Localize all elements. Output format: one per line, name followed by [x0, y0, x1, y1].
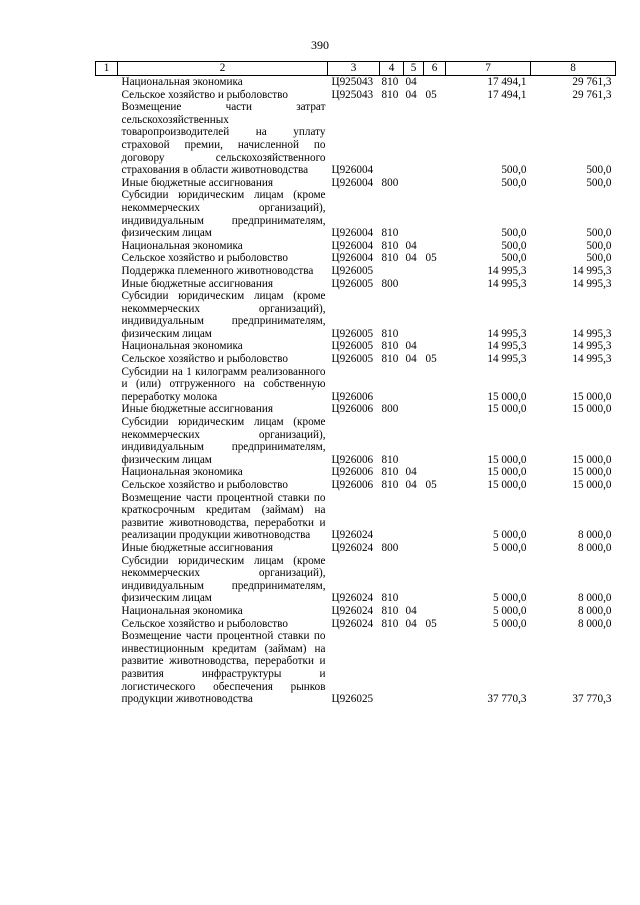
expense-type-code: 810	[381, 604, 399, 617]
expense-type-code: 810	[381, 479, 399, 491]
amount-col7: 5 000,0	[492, 529, 527, 542]
section-code	[404, 290, 424, 340]
item-name: Национальная экономика	[121, 239, 243, 252]
target-code: Ц926004	[331, 227, 374, 240]
subsection-code	[424, 189, 446, 239]
item-name: Иные бюджетные ассигнования	[121, 403, 273, 416]
expense-type-code: 810	[381, 466, 399, 479]
subsection-code	[424, 340, 446, 353]
expense-type-code: 810	[381, 252, 399, 265]
row-index-cell	[96, 265, 118, 278]
target-code: Ц926006	[331, 466, 374, 479]
target-code: Ц925043	[331, 88, 374, 101]
row-index-cell	[96, 101, 118, 177]
item-name: Поддержка племенного животноводства	[121, 264, 314, 277]
item-name: Субсидии юридическим лицам (кроме некоммерческих организаций), индивидуальным предпринимателям, физическим лицам	[121, 554, 326, 605]
target-code: Ц926006	[331, 390, 374, 403]
target-code: Ц926005	[331, 264, 374, 277]
section-code	[404, 416, 424, 466]
amount-col7: 5 000,0	[492, 604, 527, 617]
column-header: 5	[404, 62, 424, 76]
target-code: Ц926005	[331, 327, 374, 340]
target-code: Ц926024	[331, 604, 374, 617]
row-index-cell	[96, 177, 118, 190]
subsection-code: 05	[425, 617, 437, 630]
target-code: Ц926004	[331, 252, 374, 265]
subsection-code	[424, 290, 446, 340]
section-code	[404, 265, 424, 278]
subsection-code	[424, 466, 446, 479]
table-row	[96, 605, 616, 618]
item-name: Национальная экономика	[121, 466, 243, 479]
table-row	[96, 403, 616, 416]
amount-col7: 14 995,3	[487, 277, 527, 290]
table-row	[96, 76, 616, 89]
item-name: Иные бюджетные ассигнования	[121, 541, 273, 554]
amount-col7: 500,0	[501, 239, 527, 252]
expense-type-code: 810	[381, 76, 399, 88]
section-code	[404, 555, 424, 605]
column-number-header-row	[96, 62, 616, 76]
row-index-cell	[96, 555, 118, 605]
section-code: 04	[405, 76, 417, 88]
amount-col7: 37 770,3	[487, 693, 527, 706]
row-index-cell	[96, 340, 118, 353]
amount-col8: 15 000,0	[572, 403, 612, 416]
item-name: Возмещение части затрат сельскохозяйственных товаропроизводителей на уплату страховой премии, начисленной по договору сельскохозяйственного страхования в области животноводства	[121, 101, 326, 177]
row-index-cell	[96, 89, 118, 102]
amount-col7: 15 000,0	[487, 403, 527, 416]
item-name: Иные бюджетные ассигнования	[121, 277, 273, 290]
amount-col7: 15 000,0	[487, 390, 527, 403]
target-code: Ц926004	[331, 239, 374, 252]
amount-col7: 15 000,0	[487, 479, 527, 491]
subsection-code	[424, 555, 446, 605]
section-code: 04	[405, 353, 417, 366]
target-code: Ц926005	[331, 340, 374, 353]
row-index-cell	[96, 240, 118, 253]
expense-type-code: 800	[381, 403, 399, 416]
target-code: Ц926004	[331, 176, 374, 189]
table-row	[96, 353, 616, 366]
expense-type-code: 810	[381, 239, 399, 252]
table-row	[96, 492, 616, 542]
item-name: Национальная экономика	[121, 76, 243, 88]
expense-type-code: 810	[381, 227, 399, 240]
expense-type-code: 800	[381, 541, 399, 554]
expense-type-code	[380, 630, 404, 706]
row-index-cell	[96, 290, 118, 340]
item-name: Сельское хозяйство и рыболовство	[121, 479, 288, 491]
item-name: Субсидии юридическим лицам (кроме некоммерческих организаций), индивидуальным предпринимателям, физическим лицам	[121, 290, 326, 340]
subsection-code	[424, 101, 446, 177]
amount-col8: 8 000,0	[577, 541, 612, 554]
column-header: 7	[446, 62, 531, 76]
amount-col7: 500,0	[501, 176, 527, 189]
section-code	[404, 492, 424, 542]
table-row	[96, 618, 616, 631]
page-number: 390	[311, 38, 329, 52]
item-name: Возмещение части процентной ставки по краткосрочным кредитам (займам) на развитие животноводства, переработки и реализации продукции животноводства	[121, 491, 326, 542]
amount-col7: 15 000,0	[487, 466, 527, 479]
table-row	[96, 101, 616, 177]
table-row	[96, 240, 616, 253]
row-index-cell	[96, 416, 118, 466]
amount-col8: 14 995,3	[572, 264, 612, 277]
item-name: Сельское хозяйство и рыболовство	[121, 252, 288, 265]
row-index-cell	[96, 278, 118, 291]
row-index-cell	[96, 189, 118, 239]
table-row	[96, 555, 616, 605]
subsection-code	[424, 265, 446, 278]
expense-type-code: 800	[381, 277, 399, 290]
expense-type-code: 810	[381, 453, 399, 466]
section-code: 04	[405, 617, 417, 630]
target-code: Ц926024	[331, 541, 374, 554]
amount-col7: 500,0	[501, 227, 527, 240]
row-index-cell	[96, 466, 118, 479]
row-index-cell	[96, 366, 118, 404]
amount-col7: 14 995,3	[487, 327, 527, 340]
amount-col8: 15 000,0	[572, 390, 612, 403]
amount-col8: 8 000,0	[577, 604, 612, 617]
item-name: Сельское хозяйство и рыболовство	[121, 88, 288, 101]
amount-col7: 14 995,3	[487, 264, 527, 277]
subsection-code	[424, 240, 446, 253]
table-row	[96, 252, 616, 265]
subsection-code	[424, 630, 446, 706]
amount-col8: 15 000,0	[572, 453, 612, 466]
section-code: 04	[405, 239, 417, 252]
column-header: 2	[118, 62, 328, 76]
amount-col8: 8 000,0	[577, 617, 612, 630]
expense-type-code	[380, 265, 404, 278]
item-name: Субсидии юридическим лицам (кроме некоммерческих организаций), индивидуальным предпринимателям, физическим лицам	[121, 189, 326, 240]
column-header: 4	[380, 62, 404, 76]
subsection-code: 05	[425, 252, 437, 265]
subsection-code	[424, 403, 446, 416]
row-index-cell	[96, 353, 118, 366]
item-name: Национальная экономика	[121, 604, 243, 617]
target-code: Ц926024	[331, 592, 374, 605]
amount-col8: 37 770,3	[572, 693, 612, 706]
subsection-code	[424, 492, 446, 542]
amount-col8: 14 995,3	[572, 277, 612, 290]
table-row	[96, 366, 616, 404]
table-row	[96, 290, 616, 340]
column-header: 6	[424, 62, 446, 76]
table-row	[96, 416, 616, 466]
target-code: Ц926006	[331, 403, 374, 416]
target-code: Ц926025	[331, 693, 374, 706]
subsection-code	[424, 278, 446, 291]
expense-type-code	[380, 492, 404, 542]
item-name: Субсидии юридическим лицам (кроме некоммерческих организаций), индивидуальным предпринимателям, физическим лицам	[121, 416, 326, 466]
table-row	[96, 89, 616, 102]
target-code: Ц926005	[331, 353, 374, 366]
amount-col7: 14 995,3	[487, 340, 527, 353]
row-index-cell	[96, 76, 118, 89]
section-code: 04	[405, 604, 417, 617]
item-name: Возмещение части процентной ставки по инвестиционным кредитам (займам) на развитие животноводства, переработки и развития инфраструктуры и логистического обеспечения рынков продукции животноводства	[121, 630, 326, 706]
row-index-cell	[96, 630, 118, 706]
expense-type-code: 810	[381, 88, 399, 101]
subsection-code	[424, 416, 446, 466]
section-code: 04	[405, 466, 417, 479]
target-code: Ц926006	[331, 479, 374, 491]
amount-col7: 500,0	[501, 164, 527, 177]
amount-col8: 29 761,3	[572, 76, 612, 88]
expense-type-code: 810	[381, 353, 399, 366]
amount-col7: 500,0	[501, 252, 527, 265]
amount-col8: 14 995,3	[572, 327, 612, 340]
amount-col7: 5 000,0	[492, 617, 527, 630]
amount-col8: 14 995,3	[572, 340, 612, 353]
item-name: Сельское хозяйство и рыболовство	[121, 353, 288, 366]
section-code	[404, 189, 424, 239]
row-index-cell	[96, 542, 118, 555]
amount-col8: 500,0	[586, 164, 612, 177]
expense-type-code: 810	[381, 617, 399, 630]
subsection-code	[424, 542, 446, 555]
table-row	[96, 265, 616, 278]
amount-col8: 15 000,0	[572, 479, 612, 491]
table-row	[96, 466, 616, 479]
section-code	[404, 542, 424, 555]
amount-col7: 5 000,0	[492, 592, 527, 605]
section-code: 04	[405, 340, 417, 353]
amount-col8: 29 761,3	[572, 88, 612, 101]
row-index-cell	[96, 605, 118, 618]
expense-type-code: 810	[381, 592, 399, 605]
amount-col7: 15 000,0	[487, 453, 527, 466]
expense-type-code: 800	[381, 176, 399, 189]
amount-col8: 500,0	[586, 227, 612, 240]
table-row	[96, 479, 616, 492]
subsection-code: 05	[425, 88, 437, 101]
subsection-code	[424, 605, 446, 618]
row-index-cell	[96, 492, 118, 542]
amount-col8: 500,0	[586, 252, 612, 265]
column-header: 3	[328, 62, 380, 76]
target-code: Ц926005	[331, 277, 374, 290]
section-code	[404, 177, 424, 190]
amount-col8: 500,0	[586, 176, 612, 189]
table-row	[96, 177, 616, 190]
table-row	[96, 542, 616, 555]
section-code: 04	[405, 88, 417, 101]
row-index-cell	[96, 479, 118, 492]
amount-col8: 15 000,0	[572, 466, 612, 479]
expense-type-code: 810	[381, 340, 399, 353]
subsection-code	[424, 177, 446, 190]
section-code: 04	[405, 479, 417, 491]
amount-col7: 14 995,3	[487, 353, 527, 366]
section-code	[404, 101, 424, 177]
item-name: Национальная экономика	[121, 340, 243, 353]
column-header: 8	[531, 62, 616, 76]
amount-col8: 8 000,0	[577, 529, 612, 542]
amount-col7: 17 494,1	[487, 88, 527, 101]
subsection-code	[424, 366, 446, 404]
row-index-cell	[96, 252, 118, 265]
target-code: Ц926024	[331, 617, 374, 630]
section-code	[404, 403, 424, 416]
section-code: 04	[405, 252, 417, 265]
target-code: Ц926024	[331, 529, 374, 542]
table-row	[96, 340, 616, 353]
subsection-code: 05	[425, 353, 437, 366]
row-index-cell	[96, 403, 118, 416]
row-index-cell	[96, 618, 118, 631]
subsection-code	[424, 76, 446, 89]
section-code	[404, 366, 424, 404]
section-code	[404, 278, 424, 291]
table-row	[96, 189, 616, 239]
budget-table	[95, 61, 616, 706]
expense-type-code	[380, 366, 404, 404]
amount-col8: 8 000,0	[577, 592, 612, 605]
table-row	[96, 630, 616, 706]
item-name: Субсидии на 1 килограмм реализованного и (или) отгруженного на собственную переработку молока	[121, 365, 326, 403]
table-row	[96, 278, 616, 291]
amount-col8: 14 995,3	[572, 353, 612, 366]
amount-col7: 17 494,1	[487, 76, 527, 88]
target-code: Ц926006	[331, 453, 374, 466]
amount-col8: 500,0	[586, 239, 612, 252]
subsection-code: 05	[425, 479, 437, 491]
expense-type-code: 810	[381, 327, 399, 340]
target-code: Ц926004	[331, 164, 374, 177]
section-code	[404, 630, 424, 706]
target-code: Ц925043	[331, 76, 374, 88]
item-name: Сельское хозяйство и рыболовство	[121, 617, 288, 630]
expense-type-code	[380, 101, 404, 177]
item-name: Иные бюджетные ассигнования	[121, 176, 273, 189]
column-header: 1	[96, 62, 118, 76]
amount-col7: 5 000,0	[492, 541, 527, 554]
